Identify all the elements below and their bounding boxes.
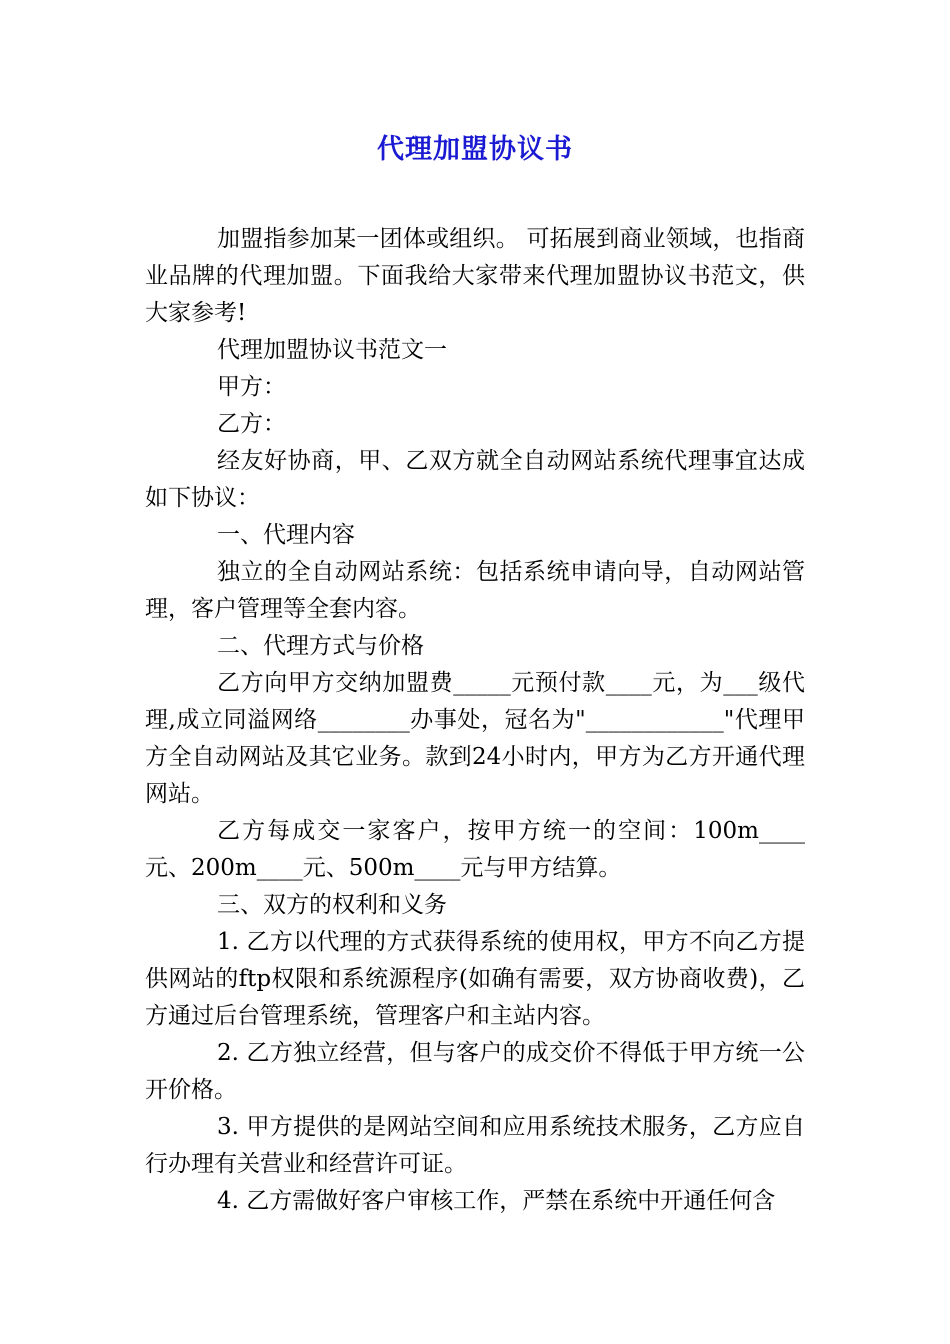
clause-4: 4. 乙方需做好客户审核工作，严禁在系统中开通任何含 — [217, 1188, 776, 1214]
document-body — [145, 221, 805, 1220]
paragraph-agreement-intro: 经友好协商，甲、乙双方就全自动网站系统代理事宜达成如下协议： — [145, 448, 805, 511]
clause-2: 2. 乙方独立经营，但与客户的成交价不得低于甲方统一公开价格。 — [145, 1040, 805, 1103]
paragraph-settlement: 乙方每成交一家客户，按甲方统一的空间：100m____元、200m____元、500m____元与甲方结算。 — [145, 818, 805, 881]
section-heading-3: 三、双方的权利和义务 — [217, 892, 447, 918]
paragraph-party-a: 甲方： — [217, 374, 286, 400]
clause-1: 1. 乙方以代理的方式获得系统的使用权，甲方不向乙方提供网站的ftp权限和系统源程序(如确有需要，双方协商收费)，乙方通过后台管理系统，管理客户和主站内容。 — [145, 929, 805, 1029]
paragraph-sample-heading: 代理加盟协议书范文一 — [217, 337, 447, 363]
document-title: 代理加盟协议书 — [377, 134, 573, 165]
paragraph-fees: 乙方向甲方交纳加盟费_____元预付款____元，为___级代理,成立同溢网络________办事处，冠名为"____________"代理甲方全自动网站及其它业务。款到24小时内，甲方为乙方开通代理网站。 — [145, 670, 805, 807]
clause-3: 3. 甲方提供的是网站空间和应用系统技术服务，乙方应自行办理有关营业和经营许可证。 — [145, 1114, 805, 1177]
section-heading-2: 二、代理方式与价格 — [217, 633, 424, 659]
section-heading-1: 一、代理内容 — [217, 522, 355, 548]
paragraph-intro: 加盟指参加某一团体或组织。 可拓展到商业领域，也指商业品牌的代理加盟。下面我给大家带来代理加盟协议书范文，供大家参考! — [145, 226, 805, 326]
paragraph-party-b: 乙方： — [217, 411, 286, 437]
paragraph-content: 独立的全自动网站系统：包括系统申请向导，自动网站管理，客户管理等全套内容。 — [145, 559, 805, 622]
